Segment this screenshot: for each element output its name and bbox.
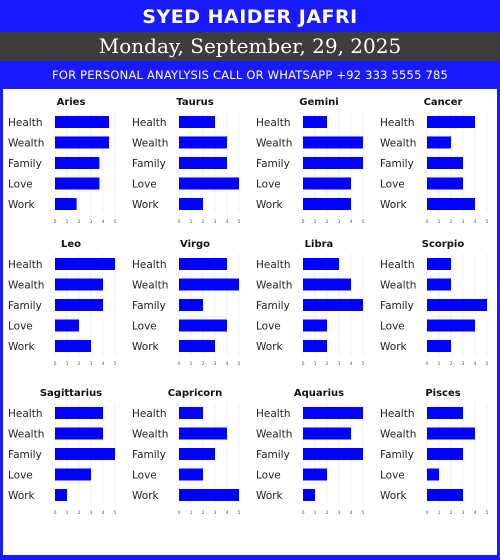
tick-label: 3	[213, 220, 217, 225]
bar-pisces-wealth	[427, 428, 475, 440]
category-label: Love	[256, 320, 281, 333]
category-label: Family	[132, 158, 166, 170]
tick-label: 5	[237, 220, 241, 225]
tick-label: 0	[177, 511, 181, 516]
category-label: Work	[256, 199, 283, 211]
category-label: Family	[256, 300, 290, 312]
category-label: Family	[8, 300, 42, 312]
category-label: Health	[8, 117, 43, 129]
tick-label: 3	[337, 511, 341, 516]
horoscope-charts	[3, 89, 497, 555]
tick-label: 5	[361, 511, 365, 516]
category-label: Wealth	[132, 279, 169, 292]
category-label: Wealth	[380, 428, 417, 441]
category-label: Love	[132, 178, 157, 191]
tick-label: 4	[473, 511, 477, 516]
tick-label: 3	[213, 362, 217, 367]
chart-title-gemini: Gemini	[299, 97, 339, 108]
tick-label: 1	[437, 511, 441, 516]
tick-label: 0	[301, 220, 305, 225]
category-label: Health	[256, 408, 291, 420]
category-label: Family	[380, 449, 414, 461]
bar-pisces-health	[427, 407, 463, 419]
bar-sagittarius-health	[55, 407, 103, 419]
category-label: Family	[8, 449, 42, 461]
tick-label: 2	[325, 511, 329, 516]
tick-label: 4	[349, 362, 353, 367]
category-label: Wealth	[256, 279, 293, 292]
tick-label: 1	[65, 362, 69, 367]
bar-aquarius-health	[303, 407, 363, 419]
tick-label: 4	[225, 362, 229, 367]
tick-label: 1	[189, 220, 193, 225]
bar-pisces-love	[427, 469, 439, 481]
tick-label: 5	[237, 511, 241, 516]
bar-leo-health	[55, 258, 115, 270]
category-label: Work	[256, 490, 283, 502]
category-label: Family	[256, 449, 290, 461]
tick-label: 1	[189, 362, 193, 367]
tick-label: 2	[449, 220, 453, 225]
tick-label: 1	[313, 511, 317, 516]
bar-virgo-health	[179, 258, 227, 270]
category-label: Health	[380, 117, 415, 129]
category-label: Wealth	[132, 137, 169, 150]
bar-cancer-work	[427, 198, 475, 210]
chart-leo	[8, 239, 117, 367]
chart-title-cancer: Cancer	[423, 97, 463, 108]
category-label: Work	[8, 341, 35, 353]
category-label: Wealth	[256, 137, 293, 150]
bar-aries-love	[55, 178, 99, 190]
chart-title-taurus: Taurus	[176, 97, 214, 108]
tick-label: 3	[461, 362, 465, 367]
tick-label: 2	[449, 362, 453, 367]
category-label: Health	[8, 408, 43, 420]
tick-label: 2	[449, 511, 453, 516]
bar-cancer-love	[427, 178, 463, 190]
category-label: Health	[132, 259, 167, 271]
bar-libra-wealth	[303, 279, 351, 291]
chart-libra	[256, 239, 365, 367]
category-label: Work	[132, 199, 159, 211]
bar-sagittarius-work	[55, 489, 67, 501]
tick-label: 4	[101, 511, 105, 516]
bar-aries-health	[55, 116, 109, 128]
category-label: Wealth	[8, 428, 45, 441]
chart-title-leo: Leo	[60, 239, 82, 250]
category-label: Work	[380, 490, 407, 502]
bar-gemini-wealth	[303, 137, 363, 149]
tick-label: 5	[485, 362, 489, 367]
tick-label: 1	[437, 220, 441, 225]
tick-label: 2	[325, 220, 329, 225]
tick-label: 1	[65, 220, 69, 225]
category-label: Love	[132, 469, 157, 482]
category-label: Work	[132, 490, 159, 502]
bar-gemini-health	[303, 116, 327, 128]
bar-capricorn-family	[179, 448, 215, 460]
category-label: Wealth	[380, 279, 417, 292]
tick-label: 0	[177, 362, 181, 367]
chart-scorpio	[380, 239, 489, 367]
bar-taurus-work	[179, 198, 203, 210]
tick-label: 3	[213, 511, 217, 516]
tick-label: 3	[89, 362, 93, 367]
tick-label: 5	[485, 220, 489, 225]
bar-leo-wealth	[55, 279, 103, 291]
bar-virgo-wealth	[179, 279, 239, 291]
category-label: Work	[256, 341, 283, 353]
bar-virgo-family	[179, 299, 203, 311]
tick-label: 0	[425, 511, 429, 516]
bar-taurus-health	[179, 116, 215, 128]
bar-libra-family	[303, 299, 363, 311]
category-label: Family	[256, 158, 290, 170]
category-label: Work	[8, 199, 35, 211]
bar-aquarius-work	[303, 489, 315, 501]
bar-cancer-wealth	[427, 137, 451, 149]
bar-capricorn-work	[179, 489, 239, 501]
category-label: Wealth	[132, 428, 169, 441]
category-label: Work	[132, 341, 159, 353]
category-label: Family	[380, 300, 414, 312]
chart-title-aquarius: Aquarius	[293, 388, 345, 399]
tick-label: 3	[461, 511, 465, 516]
tick-label: 3	[89, 511, 93, 516]
bar-aries-family	[55, 157, 99, 169]
bar-leo-work	[55, 340, 91, 352]
category-label: Love	[8, 320, 33, 333]
tick-label: 4	[349, 220, 353, 225]
chart-title-scorpio: Scorpio	[421, 239, 465, 250]
category-label: Work	[380, 341, 407, 353]
bar-scorpio-love	[427, 320, 475, 332]
contact-banner: FOR PERSONAL ANAYLYSIS CALL OR WHATSAPP +92 333 5555 785	[0, 61, 500, 89]
bar-taurus-love	[179, 178, 239, 190]
category-label: Health	[8, 259, 43, 271]
chart-pisces	[380, 388, 489, 516]
tick-label: 3	[337, 220, 341, 225]
bar-cancer-family	[427, 157, 463, 169]
bar-virgo-work	[179, 340, 215, 352]
tick-label: 2	[201, 220, 205, 225]
bar-gemini-love	[303, 178, 351, 190]
tick-label: 5	[113, 511, 117, 516]
category-label: Wealth	[380, 137, 417, 150]
bar-gemini-family	[303, 157, 363, 169]
tick-label: 5	[361, 220, 365, 225]
tick-label: 0	[425, 220, 429, 225]
bar-aries-wealth	[55, 137, 109, 149]
bar-libra-health	[303, 258, 339, 270]
tick-label: 5	[113, 362, 117, 367]
tick-label: 2	[201, 362, 205, 367]
category-label: Love	[256, 178, 281, 191]
bar-capricorn-love	[179, 469, 203, 481]
bar-scorpio-work	[427, 340, 451, 352]
category-label: Health	[132, 117, 167, 129]
category-label: Love	[8, 178, 33, 191]
category-label: Family	[380, 158, 414, 170]
bar-libra-love	[303, 320, 327, 332]
charts-panel	[3, 89, 497, 555]
category-label: Health	[380, 259, 415, 271]
category-label: Health	[256, 259, 291, 271]
date-banner: Monday, September, 29, 2025	[0, 32, 500, 61]
bar-pisces-family	[427, 448, 463, 460]
category-label: Wealth	[8, 279, 45, 292]
chart-title-pisces: Pisces	[425, 388, 461, 399]
category-label: Family	[132, 300, 166, 312]
chart-taurus	[132, 97, 241, 225]
bar-scorpio-family	[427, 299, 487, 311]
bar-leo-love	[55, 320, 79, 332]
tick-label: 2	[77, 511, 81, 516]
tick-label: 2	[77, 220, 81, 225]
tick-label: 1	[65, 511, 69, 516]
tick-label: 0	[53, 362, 57, 367]
tick-label: 2	[201, 511, 205, 516]
tick-label: 1	[313, 362, 317, 367]
tick-label: 4	[101, 220, 105, 225]
bar-capricorn-health	[179, 407, 203, 419]
bar-taurus-wealth	[179, 137, 227, 149]
category-label: Family	[8, 158, 42, 170]
page-title: SYED HAIDER JAFRI	[0, 0, 500, 32]
tick-label: 3	[337, 362, 341, 367]
bar-aries-work	[55, 198, 77, 210]
tick-label: 0	[53, 220, 57, 225]
tick-label: 3	[89, 220, 93, 225]
chart-title-capricorn: Capricorn	[167, 388, 223, 399]
chart-aries	[8, 97, 117, 225]
category-label: Love	[380, 469, 405, 482]
tick-label: 5	[237, 362, 241, 367]
category-label: Love	[256, 469, 281, 482]
bar-sagittarius-family	[55, 448, 115, 460]
chart-aquarius	[256, 388, 365, 516]
tick-label: 4	[473, 220, 477, 225]
bar-scorpio-wealth	[427, 279, 451, 291]
tick-label: 3	[461, 220, 465, 225]
tick-label: 5	[113, 220, 117, 225]
chart-cancer	[380, 97, 489, 225]
bar-gemini-work	[303, 198, 351, 210]
category-label: Work	[380, 199, 407, 211]
tick-label: 2	[325, 362, 329, 367]
tick-label: 1	[313, 220, 317, 225]
chart-title-sagittarius: Sagittarius	[39, 388, 103, 399]
bar-pisces-work	[427, 489, 463, 501]
chart-gemini	[256, 97, 365, 225]
bar-aquarius-family	[303, 448, 363, 460]
tick-label: 0	[53, 511, 57, 516]
tick-label: 0	[177, 220, 181, 225]
bar-scorpio-health	[427, 258, 451, 270]
bar-capricorn-wealth	[179, 428, 227, 440]
tick-label: 4	[225, 511, 229, 516]
category-label: Family	[132, 449, 166, 461]
tick-label: 4	[225, 220, 229, 225]
bar-taurus-family	[179, 157, 227, 169]
bar-cancer-health	[427, 116, 475, 128]
chart-virgo	[132, 239, 241, 367]
chart-capricorn	[132, 388, 241, 516]
category-label: Wealth	[256, 428, 293, 441]
category-label: Love	[380, 178, 405, 191]
bar-sagittarius-love	[55, 469, 91, 481]
tick-label: 2	[77, 362, 81, 367]
tick-label: 1	[437, 362, 441, 367]
bar-libra-work	[303, 340, 327, 352]
tick-label: 1	[189, 511, 193, 516]
category-label: Love	[132, 320, 157, 333]
category-label: Work	[8, 490, 35, 502]
chart-title-virgo: Virgo	[180, 239, 210, 250]
chart-sagittarius	[8, 388, 117, 516]
category-label: Health	[256, 117, 291, 129]
bar-aquarius-wealth	[303, 428, 351, 440]
tick-label: 5	[485, 511, 489, 516]
tick-label: 0	[301, 511, 305, 516]
chart-title-aries: Aries	[56, 97, 86, 108]
category-label: Love	[8, 469, 33, 482]
category-label: Love	[380, 320, 405, 333]
bar-sagittarius-wealth	[55, 428, 103, 440]
tick-label: 0	[425, 362, 429, 367]
bar-aquarius-love	[303, 469, 327, 481]
category-label: Wealth	[8, 137, 45, 150]
bar-virgo-love	[179, 320, 227, 332]
tick-label: 4	[101, 362, 105, 367]
bar-leo-family	[55, 299, 103, 311]
tick-label: 4	[349, 511, 353, 516]
category-label: Health	[380, 408, 415, 420]
tick-label: 0	[301, 362, 305, 367]
tick-label: 4	[473, 362, 477, 367]
tick-label: 5	[361, 362, 365, 367]
category-label: Health	[132, 408, 167, 420]
chart-title-libra: Libra	[304, 239, 334, 250]
